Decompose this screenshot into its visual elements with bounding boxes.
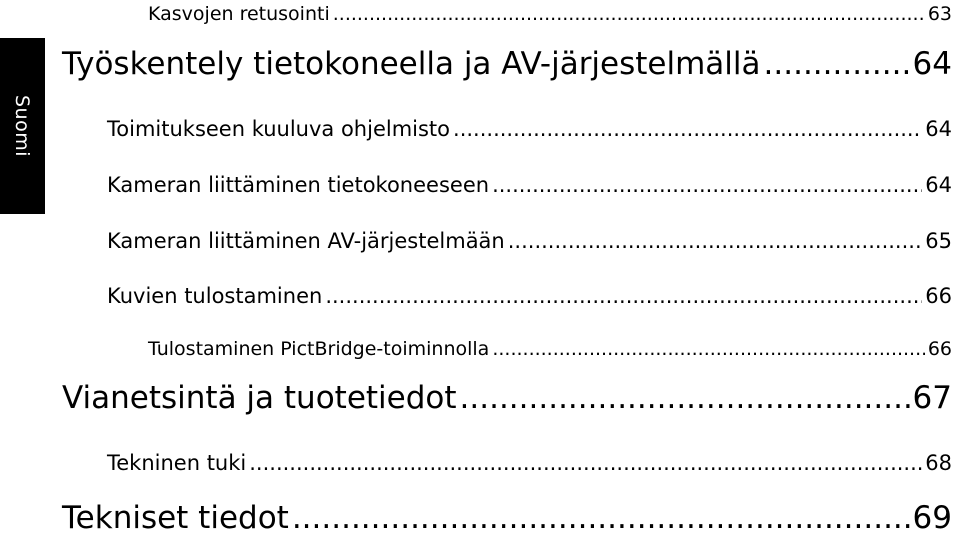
toc-entry-toimitukseen-kuuluva-ohjelmisto [107, 117, 952, 141]
toc-entry-page: 66 [927, 338, 952, 360]
toc-section-title: Vianetsintä ja tuotetiedot [62, 380, 457, 416]
toc-entry-page: 64 [925, 117, 952, 141]
toc-entry-title: Toimitukseen kuuluva ohjelmisto [107, 117, 451, 141]
toc-entry-page: 63 [927, 3, 952, 25]
toc-leader-dots [292, 500, 910, 536]
toc-section-tekniset-tiedot [62, 500, 952, 536]
toc-section-page: 67 [912, 380, 952, 416]
toc-leader-dots [325, 284, 922, 308]
toc-entry-kameran-liittaminen-tietokoneeseen [107, 173, 952, 197]
toc-entry-kasvojen-retusointi [148, 3, 952, 25]
toc-leader-dots [453, 117, 922, 141]
toc-section-vianetsinta [62, 380, 952, 416]
toc-section-title: Tekniset tiedot [62, 500, 289, 536]
toc-section-page: 69 [912, 500, 952, 536]
toc-entry-kuvien-tulostaminen [107, 284, 952, 308]
language-tab-label: Suomi [11, 94, 33, 158]
toc-entry-tekninen-tuki [107, 451, 952, 475]
toc-leader-dots [764, 46, 910, 82]
toc-entry-title: Tulostaminen PictBridge-toiminnolla [148, 338, 490, 360]
toc-leader-dots [492, 338, 924, 360]
toc-entry-kameran-liittaminen-av [107, 229, 952, 253]
toc-leader-dots [508, 229, 923, 253]
toc-entry-title: Kasvojen retusointi [148, 3, 330, 25]
toc-entry-title: Kuvien tulostaminen [107, 284, 323, 308]
toc-entry-page: 66 [925, 284, 952, 308]
toc-leader-dots [492, 173, 922, 197]
toc-leader-dots [460, 380, 910, 416]
toc-entry-title: Tekninen tuki [107, 451, 247, 475]
toc-entry-page: 68 [925, 451, 952, 475]
toc-entry-page: 65 [925, 229, 952, 253]
toc-section-page: 64 [912, 46, 952, 82]
toc-section-title: Työskentely tietokoneella ja AV-järjestelmällä [62, 46, 761, 82]
toc-entry-title: Kameran liittäminen tietokoneeseen [107, 173, 490, 197]
toc-entry-title: Kameran liittäminen AV-järjestelmään [107, 229, 505, 253]
toc-leader-dots [333, 3, 925, 25]
toc-entry-tulostaminen-pictbridge [148, 338, 952, 360]
toc-leader-dots [249, 451, 922, 475]
toc-entry-page: 64 [925, 173, 952, 197]
language-side-tab [0, 38, 45, 214]
toc-section-tyoskentely-tietokoneella [62, 46, 952, 82]
